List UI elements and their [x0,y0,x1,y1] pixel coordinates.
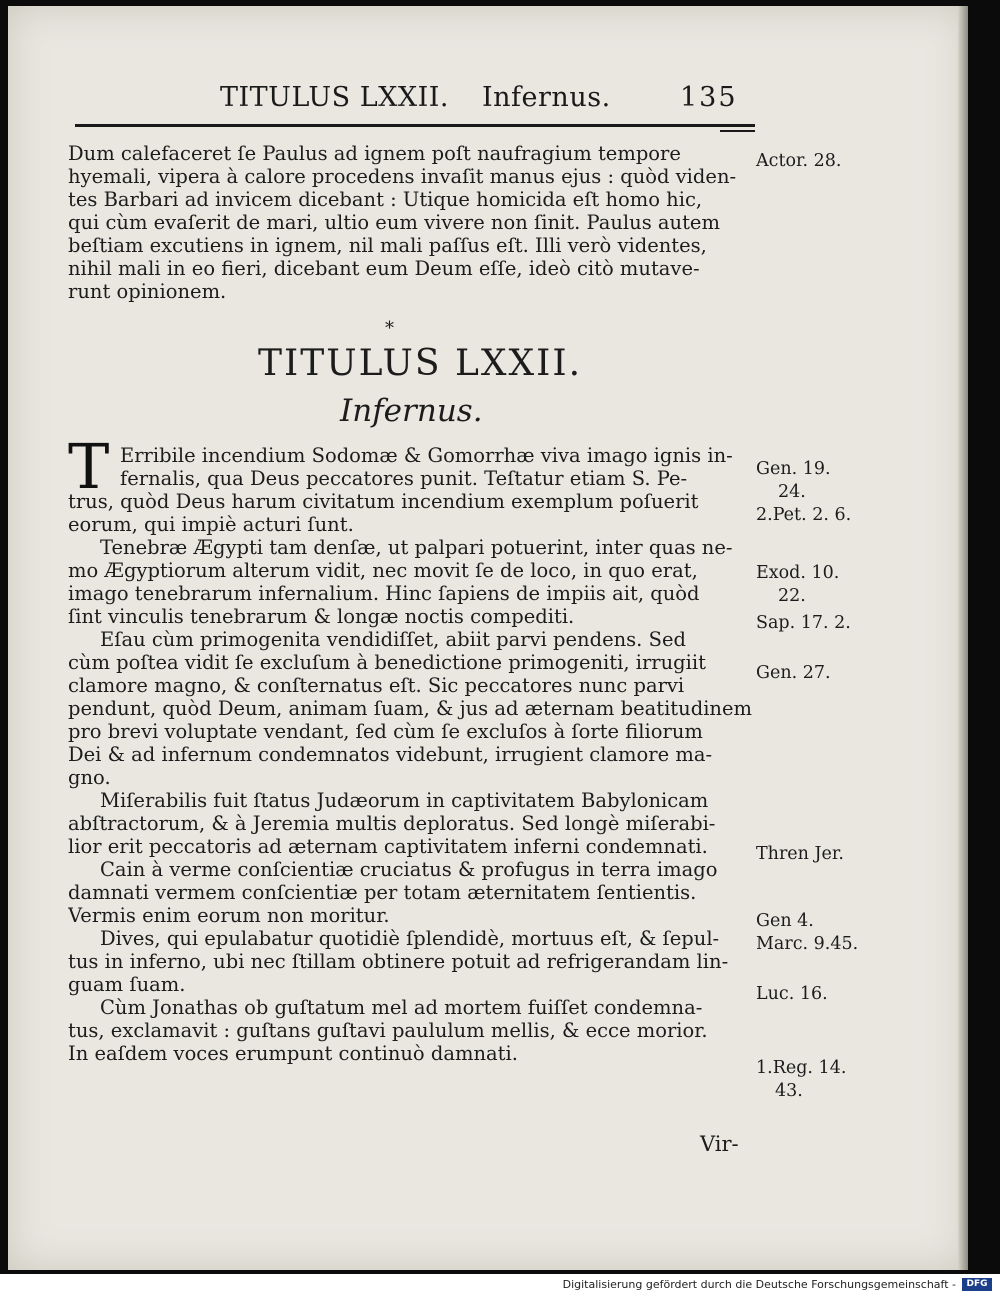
margin-note: Gen 4. [756,911,814,931]
head-rule-short [720,130,755,132]
margin-note: 22. [778,586,806,606]
text-line: nihil mali in eo fieri, dicebant eum Deum eſſe, ideò citò mutave- [68,257,700,280]
margin-note: Gen. 27. [756,663,831,683]
text-line: Dives, qui epulabatur quotidiè ſplendidè, mortuus eſt, & ſepul- [100,927,720,950]
ornament-star: * [385,318,394,339]
drop-cap: T [68,430,110,503]
margin-note: Actor. 28. [756,151,842,171]
text-line: ſint vinculis tenebrarum & longæ noctis compediti. [68,605,575,628]
text-line: damnati vermem conſcientiæ per totam æternitatem ſentientis. [68,881,697,904]
text-line: trus, quòd Deus harum civitatum incendium exemplum poſuerit [68,490,699,513]
section-title: TITULUS LXXII. [258,343,583,384]
running-head-subtitle: Infernus. [482,82,611,113]
text-line: tus in inferno, ubi nec ſtillam obtinere potuit ad refrigerandam lin- [68,950,729,973]
text-line: abſtractorum, & à Jeremia multis deploratus. Sed longè miſerabi- [68,812,716,835]
page-number: 135 [680,82,738,113]
section-subtitle: Infernus. [340,393,483,429]
text-line: clamore magno, & conſternatus eſt. Sic peccatores nunc parvi [68,674,685,697]
text-line: tus, exclamavit : guſtans guſtavi paululum mellis, & ecce morior. [68,1019,708,1042]
margin-note: Thren Jer. [756,844,844,864]
page-gutter [958,6,968,1270]
text-line: lior erit peccatoris ad æternam captivitatem inferni condemnati. [68,835,708,858]
text-line: imago tenebrarum infernalium. Hinc ſapiens de impiis ait, quòd [68,582,700,605]
margin-note: Exod. 10. [756,563,840,583]
footer-bar [0,1276,1000,1295]
text-line: pro brevi voluptate vendant, ſed cùm ſe excluſos à ſorte filiorum [68,720,703,743]
text-line: fernalis, qua Deus peccatores punit. Teſtatur etiam S. Pe- [120,467,688,490]
text-line: Vermis enim eorum non moritur. [68,904,390,927]
text-line: Dei & ad infernum condemnatos videbunt, irrugient clamore ma- [68,743,713,766]
text-line: Tenebræ Ægypti tam denſæ, ut palpari potuerint, inter quas ne- [100,536,733,559]
margin-note: 43. [775,1081,803,1101]
text-line: Eſau cùm primogenita vendidiſſet, abiit parvi pendens. Sed [100,628,686,651]
text-line: gno. [68,766,111,789]
text-line: Dum calefaceret ſe Paulus ad ignem poſt naufragium tempore [68,142,681,165]
funding-credit: Digitalisierung gefördert durch die Deutsche Forschungsgemeinschaft - [562,1278,956,1291]
text-line: hyemali, vipera à calore procedens invaſit manus ejus : quòd viden- [68,165,737,188]
head-rule [75,124,755,127]
text-line: runt opinionem. [68,280,227,303]
main-text [68,444,758,1065]
margin-note: 1.Reg. 14. [756,1058,847,1078]
text-line: Cùm Jonathas ob guſtatum mel ad mortem fuiſſet condemna- [100,996,703,1019]
text-line: Cain à verme conſcientiæ cruciatus & profugus in terra imago [100,858,718,881]
margin-note: Gen. 19. [756,459,831,479]
margin-note: Marc. 9.45. [756,934,859,954]
margin-note: 2.Pet. 2. 6. [756,505,852,525]
catchword: Vir- [700,1132,739,1156]
margin-note: 24. [778,482,806,502]
running-head-title: TITULUS LXXII. [220,82,450,113]
text-line: beſtiam excutiens in ignem, nil mali paſſus eſt. Illi verò videntes, [68,234,707,257]
text-line: In eaſdem voces erumpunt continuò damnati. [68,1042,518,1065]
text-line: Miſerabilis fuit ſtatus Judæorum in captivitatem Babylonicam [100,789,709,812]
text-line: pendunt, quòd Deum, animam ſuam, & jus ad æternam beatitudinem [68,697,753,720]
text-line: tes Barbari ad invicem dicebant : Utique homicida eſt homo hic, [68,188,703,211]
text-line: eorum, qui impiè acturi ſunt. [68,513,354,536]
text-line: qui cùm evaſerit de mari, ultio eum vivere non ſinit. Paulus autem [68,211,720,234]
text-line: guam ſuam. [68,973,186,996]
dfg-logo: DFG [962,1278,992,1291]
margin-note: Luc. 16. [756,984,828,1004]
intro-paragraph [68,142,758,303]
running-head [220,82,740,118]
text-line: mo Ægyptiorum alterum vidit, nec movit ſe de loco, in quo erat, [68,559,698,582]
text-line: Erribile incendium Sodomæ & Gomorrhæ viva imago ignis in- [120,444,733,467]
text-line: cùm poſtea vidit ſe excluſum à benedictione primogeniti, irrugiit [68,651,706,674]
margin-note: Sap. 17. 2. [756,613,851,633]
